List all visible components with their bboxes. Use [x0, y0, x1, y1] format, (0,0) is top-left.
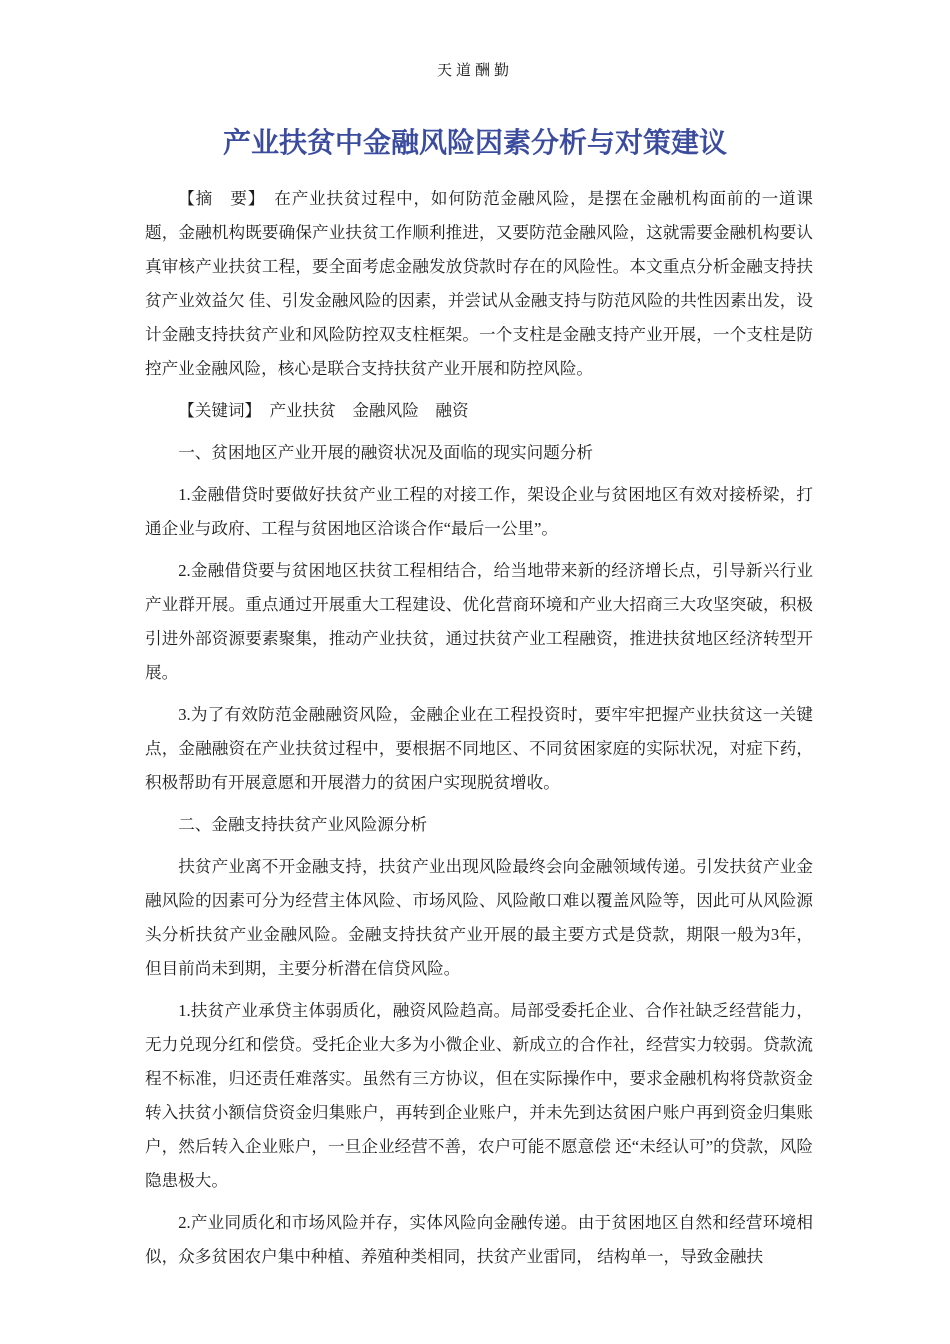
paragraph: 【关键词】 产业扶贫 金融风险 融资 — [178, 401, 469, 420]
paragraph: 2.金融借贷要与贫困地区扶贫工程相结合，给当地带来新的经济增长点，引导新兴行业产业群开展。重点通过开展重大工程建设、优化营商环境和产业大招商三大攻坚突破，积极引进外部资源要素聚集，推动产业扶贫，通过扶贫产业工程融资，推进扶贫地区经济转型开展。 — [145, 561, 813, 682]
paragraph: 2.产业同质化和市场风险并存，实体风险向金融传递。由于贫困地区自然和经营环境相似，众多贫困农户集中种植、养殖种类相同，扶贫产业雷同， 结构单一，导致金融扶 — [145, 1213, 813, 1266]
document-body — [145, 182, 813, 1274]
document-title: 产业扶贫中金融风险因素分析与对策建议 — [222, 127, 727, 158]
paragraph: 【摘 要】 在产业扶贫过程中，如何防范金融风险，是摆在金融机构面前的一道课题，金融机构既要确保产业扶贫工作顺利推进，又要防范金融风险，这就需要金融机构要认真审核产业扶贫工程，要全面考虑金融发放贷款时存在的风险性。本文重点分析金融支持扶贫产业效益欠 佳、引发金融风险的因素，并尝试从金融支持与防范风险的共性因素出发，设计金融支持扶贫产业和风险防控双支柱框架。一个支柱是金融支持产业开展，一个支柱是防控产业金融风险，核心是联合支持扶贫产业开展和防控风险。 — [145, 189, 813, 378]
section-heading: 一、贫困地区产业开展的融资状况及面临的现实问题分析 — [178, 443, 594, 462]
section-heading: 二、金融支持扶贫产业风险源分析 — [178, 815, 428, 834]
paragraph: 1.扶贫产业承贷主体弱质化，融资风险趋高。局部受委托企业、合作社缺乏经营能力，无力兑现分红和偿贷。受托企业大多为小微企业、新成立的合作社，经营实力较弱。贷款流程不标准，归还责任难落实。虽然有三方协议，但在实际操作中，要求金融机构将贷款资金转入扶贫小额信贷资金归集账户，再转到企业账户，并未先到达贫困户账户再到资金归集账户，然后转入企业账户，一旦企业经营不善，农户可能不愿意偿 还“未经认可”的贷款，风险隐患极大。 — [145, 1001, 813, 1190]
document-header-text: 天道酬勤 — [436, 63, 513, 79]
paragraph: 3.为了有效防范金融融资风险，金融企业在工程投资时，要牢牢把握产业扶贫这一关键点，金融融资在产业扶贫过程中，要根据不同地区、不同贫困家庭的实际状况，对症下药，积极帮助有开展意愿和开展潜力的贫困户实现脱贫增收。 — [145, 705, 813, 792]
paragraph: 扶贫产业离不开金融支持，扶贫产业出现风险最终会向金融领域传递。引发扶贫产业金融风险的因素可分为经营主体风险、市场风险、风险敞口难以覆盖风险等，因此可从风险源头分析扶贫产业金融风险。金融支持扶贫产业开展的最主要方式是贷款，期限一般为3年，但目前尚未到期，主要分析潜在信贷风险。 — [145, 857, 813, 978]
paragraph: 1.金融借贷时要做好扶贫产业工程的对接工作，架设企业与贫困地区有效对接桥梁，打通企业与政府、工程与贫困地区洽谈合作“最后一公里”。 — [145, 485, 813, 538]
